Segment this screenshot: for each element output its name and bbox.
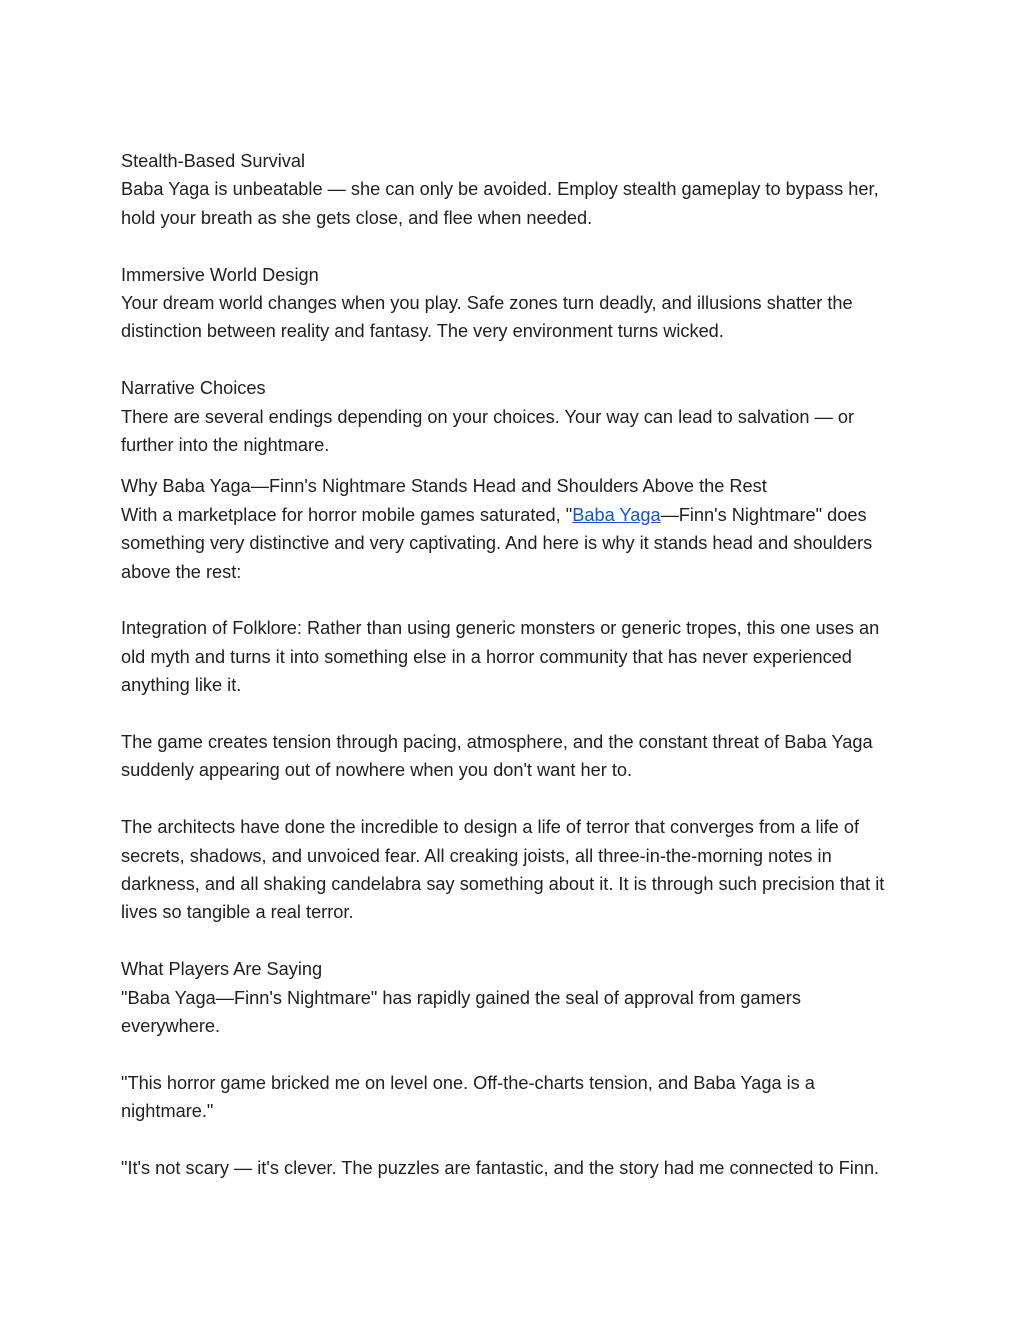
paragraph-line: The architects have done the incredible to design a life of terror that converges from a life of — [121, 817, 860, 838]
paragraph-line: The game creates tension through pacing, atmosphere, and the constant threat of Baba Yaga — [121, 732, 873, 753]
text-segment: —Finn's Nightmare" does — [660, 504, 867, 525]
section-heading: Immersive World Design — [121, 264, 319, 285]
player-quote-1 — [121, 1069, 896, 1126]
paragraph-line: Integration of Folklore: Rather than using generic monsters or generic tropes, this one uses an — [121, 618, 880, 639]
baba-yaga-link[interactable]: Baba Yaga — [572, 504, 661, 525]
text-segment: With a marketplace for horror mobile games saturated, " — [121, 504, 573, 525]
player-quote-2 — [121, 1154, 896, 1182]
paragraph-line: anything like it. — [121, 675, 242, 696]
section-heading: Why Baba Yaga—Finn's Nightmare Stands Head and Shoulders Above the Rest — [121, 476, 767, 497]
paragraph-line: distinction between reality and fantasy. The very environment turns wicked. — [121, 321, 724, 342]
quote-line: "This horror game bricked me on level one. Off-the-charts tension, and Baba Yaga is a — [121, 1072, 815, 1093]
section-heading: Narrative Choices — [121, 378, 266, 399]
paragraph-line: Baba Yaga is unbeatable — she can only be avoided. Employ stealth gameplay to bypass her, — [121, 179, 879, 200]
paragraph-line: darkness, and all shaking candelabra say something about it. It is through such precision that it — [121, 874, 885, 895]
section-stealth — [121, 147, 896, 232]
paragraph-line: everywhere. — [121, 1016, 221, 1037]
paragraph-folklore — [121, 614, 896, 699]
section-why — [121, 472, 896, 586]
paragraph-line: old myth and turns it into something else in a horror community that has never experienced — [121, 646, 852, 667]
paragraph-line: secrets, shadows, and unvoiced fear. All creaking joists, all three-in-the-morning notes in — [121, 845, 832, 866]
paragraph-line: something very distinctive and very captivating. And here is why it stands head and shoulders — [121, 533, 873, 554]
paragraph-line: Your dream world changes when you play. Safe zones turn deadly, and illusions shatter the — [121, 293, 853, 314]
blank-line — [121, 700, 896, 728]
blank-line — [121, 232, 896, 260]
blank-line — [121, 346, 896, 374]
document-page — [121, 147, 896, 1183]
section-heading: Stealth-Based Survival — [121, 151, 305, 171]
paragraph-line — [121, 501, 896, 529]
paragraph-line: suddenly appearing out of nowhere when you don't want her to. — [121, 760, 633, 781]
paragraph-line: lives so tangible a real terror. — [121, 902, 354, 923]
paragraph-architects — [121, 813, 896, 927]
section-narrative — [121, 374, 896, 459]
quote-line: "It's not scary — it's clever. The puzzles are fantastic, and the story had me connected to Finn. — [121, 1158, 880, 1179]
section-players — [121, 955, 896, 1040]
section-heading: What Players Are Saying — [121, 959, 323, 980]
paragraph-line: There are several endings depending on your choices. Your way can lead to salvation — or — [121, 406, 855, 427]
paragraph-line: further into the nightmare. — [121, 435, 330, 456]
blank-line — [121, 1041, 896, 1069]
blank-line — [121, 1126, 896, 1154]
paragraph-line: above the rest: — [121, 561, 242, 582]
section-world — [121, 261, 896, 346]
paragraph-line: hold your breath as she gets close, and flee when needed. — [121, 207, 593, 228]
paragraph-spacing — [121, 459, 896, 472]
blank-line — [121, 785, 896, 813]
blank-line — [121, 586, 896, 614]
quote-line: nightmare." — [121, 1101, 214, 1122]
blank-line — [121, 927, 896, 955]
paragraph-tension — [121, 728, 896, 785]
paragraph-line: "Baba Yaga—Finn's Nightmare" has rapidly gained the seal of approval from gamers — [121, 987, 801, 1008]
